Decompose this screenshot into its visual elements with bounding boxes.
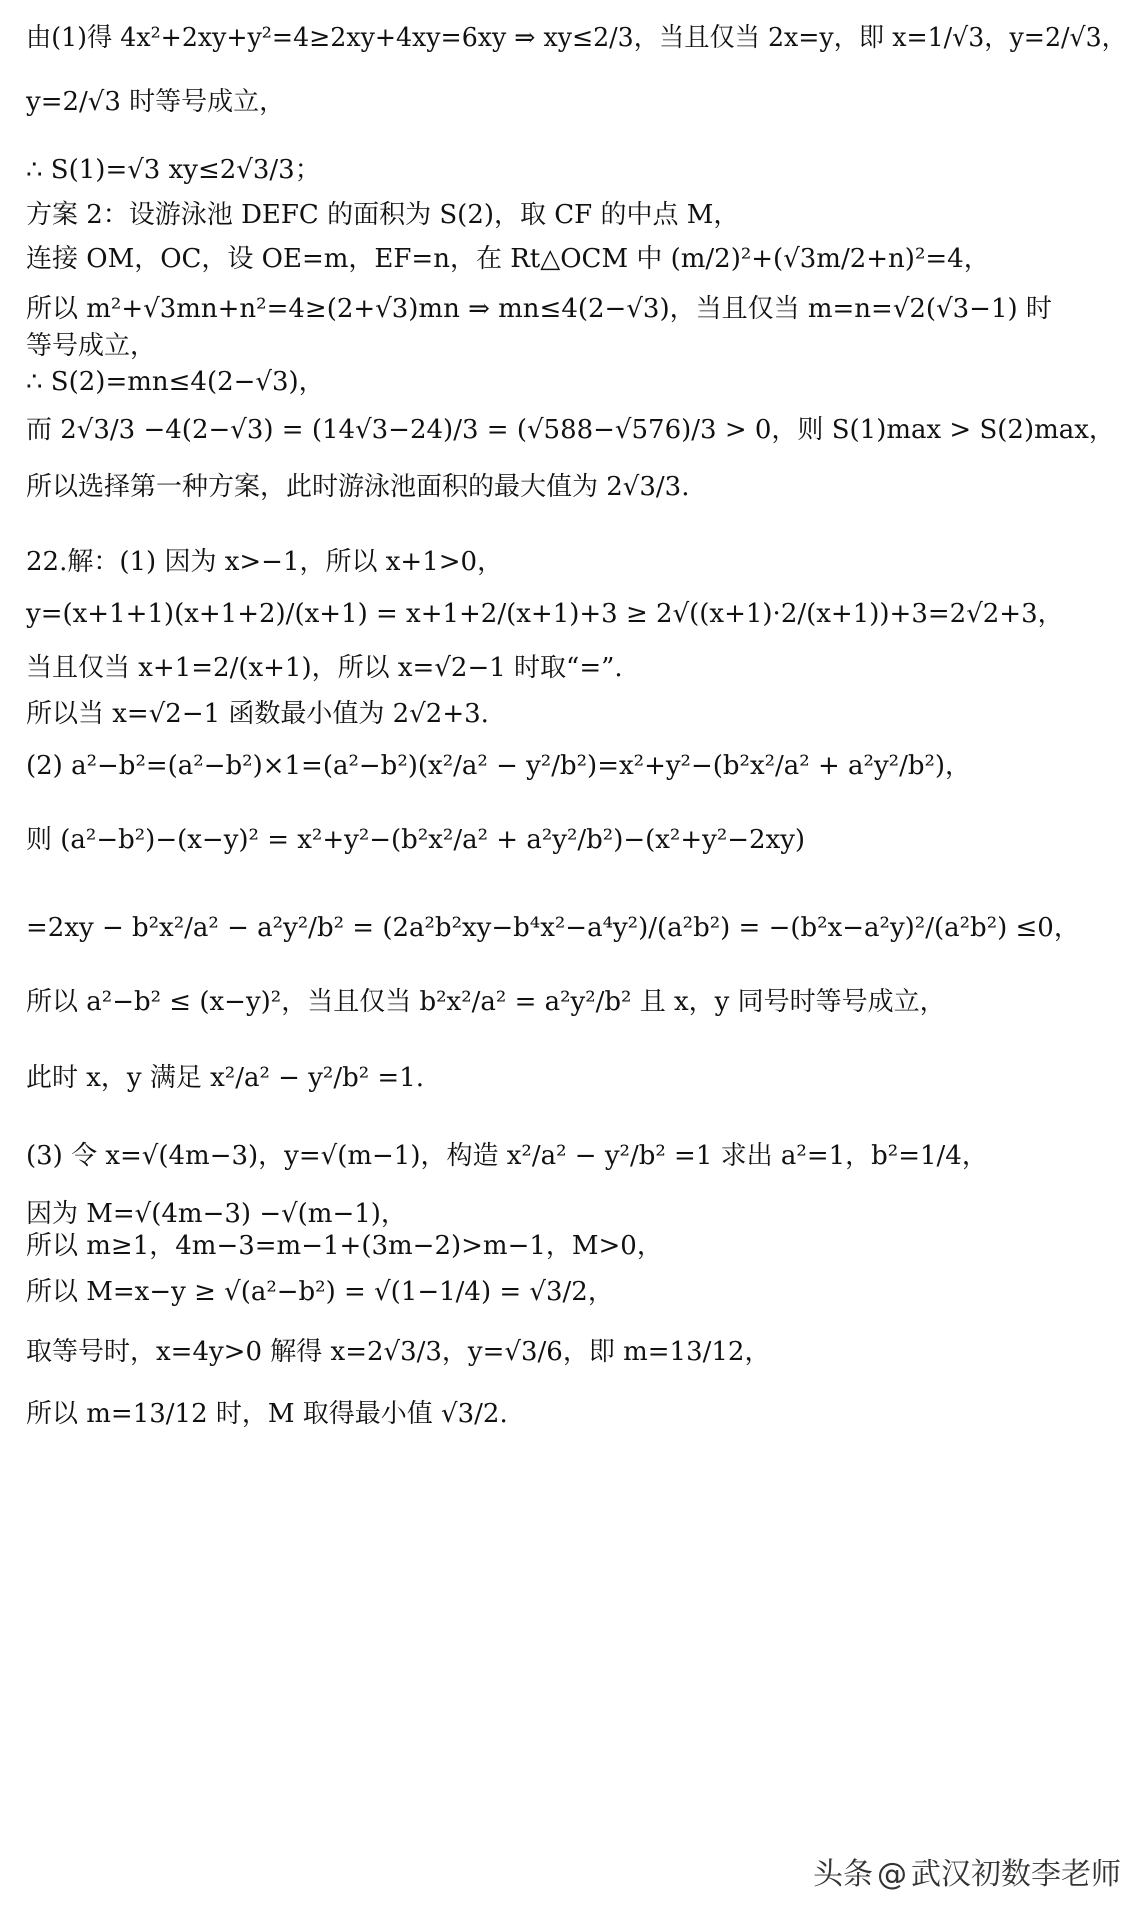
solution-line: 而 2√3/3 −4(2−√3) = (14√3−24)/3 = (√588−√576)/3 > 0，则 S(1)max > S(2)max， bbox=[26, 415, 1115, 445]
solution-line: 所以 m²+√3mn+n²=4≥(2+√3)mn ⇒ mn≤4(2−√3)，当且仅当 m=n=√2(√3−1) 时 bbox=[26, 294, 1052, 324]
solution-line: 所以 m≥1，4m−3=m−1+(3m−2)>m−1，M>0， bbox=[26, 1231, 663, 1261]
solution-line: 所以选择第一种方案，此时游泳池面积的最大值为 2√3/3. bbox=[26, 472, 690, 502]
watermark-author: 武汉初数李老师 bbox=[911, 1857, 1121, 1892]
solution-line: (2) a²−b²=(a²−b²)×1=(a²−b²)(x²/a² − y²/b²)=x²+y²−(b²x²/a² + a²y²/b²)， bbox=[26, 751, 972, 781]
watermark-platform: 头条 bbox=[813, 1857, 873, 1892]
solution-line: 此时 x，y 满足 x²/a² − y²/b² =1. bbox=[26, 1063, 425, 1093]
solution-line: 因为 M=√(4m−3) −√(m−1)， bbox=[26, 1199, 407, 1229]
solution-line: y=(x+1+1)(x+1+2)/(x+1) = x+1+2/(x+1)+3 ≥ 2√((x+1)·2/(x+1))+3=2√2+3， bbox=[26, 599, 1064, 629]
solution-line: 方案 2：设游泳池 DEFC 的面积为 S(2)，取 CF 的中点 M， bbox=[26, 200, 740, 230]
watermark bbox=[813, 1849, 1121, 1893]
solution-line: 连接 OM，OC，设 OE=m，EF=n，在 Rt△OCM 中 (m/2)²+(√3m/2+n)²=4， bbox=[26, 244, 990, 274]
solution-line: 取等号时，x=4y>0 解得 x=2√3/3，y=√3/6，即 m=13/12， bbox=[26, 1337, 771, 1367]
solution-line: 所以 M=x−y ≥ √(a²−b²) = √(1−1/4) = √3/2， bbox=[26, 1277, 614, 1307]
solution-line: 由(1)得 4x²+2xy+y²=4≥2xy+4xy=6xy ⇒ xy≤2/3，当且仅当 2x=y，即 x=1/√3，y=2/√3， bbox=[26, 23, 1127, 53]
problem-22-heading: 22.解：(1) 因为 x>−1，所以 x+1>0， bbox=[26, 547, 504, 577]
solution-line: y=2/√3 时等号成立， bbox=[26, 87, 286, 117]
solution-line: 当且仅当 x+1=2/(x+1)，所以 x=√2−1 时取“=”. bbox=[26, 653, 623, 683]
solution-line: 等号成立， bbox=[26, 331, 157, 361]
solution-line: ∴ S(1)=√3 xy≤2√3/3； bbox=[26, 155, 321, 185]
solution-line: =2xy − b²x²/a² − a²y²/b² = (2a²b²xy−b⁴x²−a⁴y²)/(a²b²) = −(b²x−a²y)²/(a²b²) ≤0， bbox=[26, 913, 1080, 943]
solution-line: ∴ S(2)=mn≤4(2−√3)， bbox=[26, 367, 325, 397]
solution-line: 所以当 x=√2−1 函数最小值为 2√2+3. bbox=[26, 699, 489, 729]
solution-line: (3) 令 x=√(4m−3)，y=√(m−1)，构造 x²/a² − y²/b² =1 求出 a²=1，b²=1/4， bbox=[26, 1141, 988, 1171]
solution-line: 所以 m=13/12 时，M 取得最小值 √3/2. bbox=[26, 1399, 508, 1429]
solution-line: 则 (a²−b²)−(x−y)² = x²+y²−(b²x²/a² + a²y²/b²)−(x²+y²−2xy) bbox=[26, 825, 806, 855]
solution-line: 所以 a²−b² ≤ (x−y)²，当且仅当 b²x²/a² = a²y²/b² 且 x，y 同号时等号成立， bbox=[26, 987, 946, 1017]
at-sign-icon: @ bbox=[877, 1857, 907, 1892]
